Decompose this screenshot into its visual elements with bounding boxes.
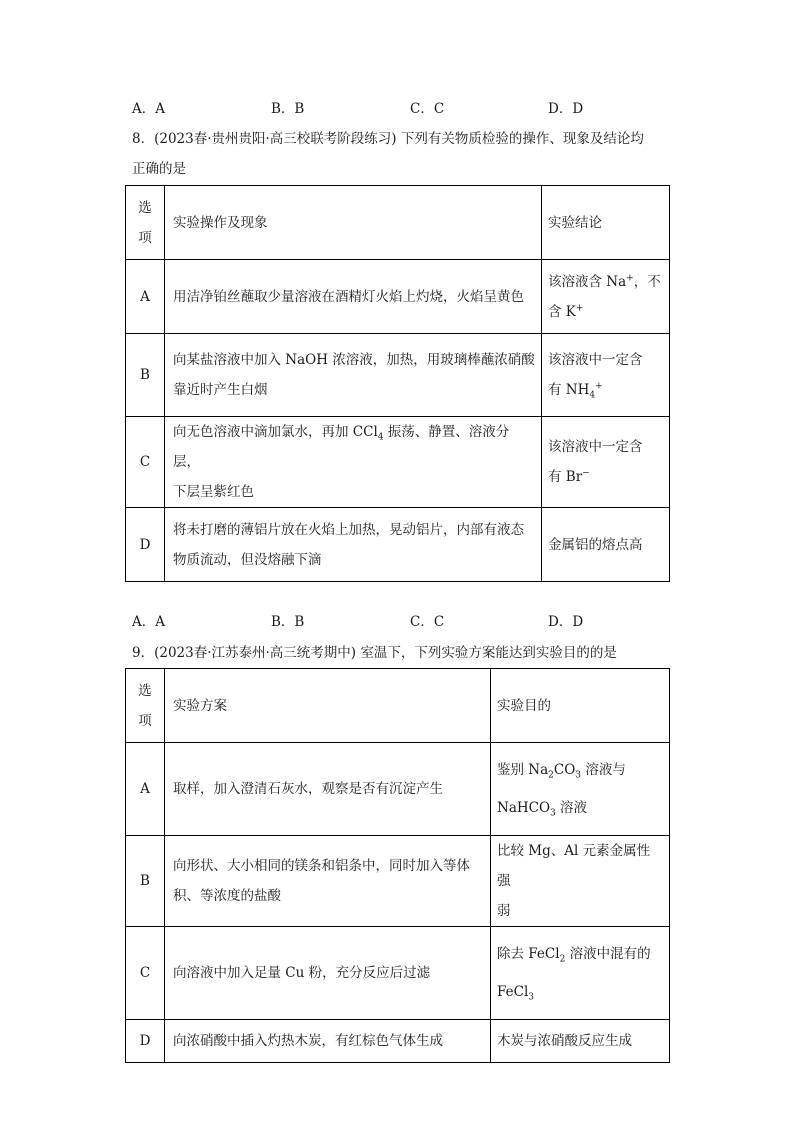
q8-row-c-operation-line1 [173,417,535,477]
q8-row-a-operation-line1: 用洁净铂丝蘸取少量溶液在酒精灯火焰上灼烧，火焰呈黄色 [173,288,524,305]
q9-row-b-goal [491,836,670,927]
q9-row-b-goal-line1: 比较 Mg、Al 元素金属性强 [497,843,651,889]
sub: 3 [528,992,534,1003]
text: 向无色溶液中滴加氯水，再加 CCl [173,424,378,440]
q8-row-d-operation [165,508,542,582]
q9-header-option-char2: 项 [138,712,152,729]
text: FeCl [497,984,529,1000]
text: ，不 [633,273,661,290]
q9-row-a-goal [491,743,670,836]
q8-row-c [126,417,670,508]
q8-stem-line2: 正确的是 [132,161,186,177]
q8-stem-line1: 8．(2023春·贵州贵阳·高三校联考阶段练习) 下列有关物质检验的操作、现象及结论均 [132,131,644,147]
q8-row-a-conclusion [542,260,670,334]
q8-header-option-char2: 项 [138,229,152,246]
q9-row-c-goal-line2 [497,973,663,1011]
q9-row-a-goal-line2 [497,789,663,827]
text: 溶液 [555,800,588,816]
q9-row-d-plan: 向浓硝酸中插入灼热木炭，有红棕色气体生成 [165,1020,491,1063]
q9-row-b-goal-line2: 弱 [497,903,511,919]
text: 除去 FeCl [497,946,560,962]
q9-row-c-goal-line1 [497,935,663,973]
q8-option-a[interactable]: A．A [132,614,165,630]
q9-row-c [126,927,670,1020]
q9-table [125,668,670,1063]
text: 有 Br [548,469,583,485]
q8-header-option [126,186,165,260]
q9-row-a [126,743,670,836]
q9-row-d [126,1020,670,1063]
q9-row-c-plan: 向溶液中加入足量 Cu 粉，充分反应后过滤 [165,927,491,1020]
sup: − [582,468,590,479]
q8-row-d [126,508,670,582]
q9-row-b-plan [165,836,491,927]
q9-row-c-option: C [126,927,165,1020]
q8-row-a-conclusion-line1 [548,267,663,297]
q8-row-a [126,260,670,334]
sub: 4 [377,432,384,443]
q8-options [132,610,692,630]
q9-row-d-option: D [126,1020,165,1063]
q9-row-a-plan: 取样，加入澄清石灰水，观察是否有沉淀产生 [165,743,491,836]
q9-header-plan: 实验方案 [165,669,491,743]
q8-row-b [126,334,670,417]
sup: + [626,273,634,283]
text: NaHCO [497,800,551,816]
text: 含 K [548,303,576,320]
q8-row-d-operation-line2: 物质流动，但没熔融下滴 [173,551,322,568]
q8-row-a-option: A [126,260,165,334]
sub: 3 [575,770,582,781]
q7-option-b[interactable]: B．B [271,101,305,117]
sup: + [575,303,584,313]
q8-row-c-conclusion-line1: 该溶液中一定含 [548,439,643,455]
q8-row-c-conclusion [542,417,670,508]
q8-header-conclusion: 实验结论 [542,186,670,260]
q9-row-b [126,836,670,927]
q7-option-c[interactable]: C．C [410,101,445,117]
q8-row-b-operation-line1: 向某盐溶液中加入 NaOH 浓溶液，加热，用玻璃棒蘸浓硝酸 [173,352,535,368]
q8-option-c[interactable]: C．C [410,614,445,630]
q7-option-a[interactable]: A．A [132,101,165,117]
q8-row-a-conclusion-line2 [548,297,663,327]
text: 该溶液含 Na [548,273,627,290]
q9-row-a-option: A [126,743,165,836]
q9-row-b-plan-line2: 积、等浓度的盐酸 [173,888,281,904]
q8-row-d-option: D [126,508,165,582]
sup: + [595,381,603,392]
q8-row-b-conclusion [542,334,670,417]
q8-row-b-conclusion-line1: 该溶液中一定含 [548,352,643,368]
q8-header-operation: 实验操作及现象 [165,186,542,260]
q8-row-c-operation [165,417,542,508]
q9-header-option [126,669,165,743]
q8-row-d-operation-line1: 将未打磨的薄铝片放在火焰上加热，晃动铝片，内部有液态 [173,521,524,538]
q8-row-c-option: C [126,417,165,508]
q8-option-d[interactable]: D．D [548,614,584,630]
text: 鉴别 Na [497,762,549,778]
q8-table [125,185,670,582]
q8-row-b-conclusion-line2 [548,375,663,405]
q8-row-a-operation [165,260,542,334]
q9-row-b-plan-line1: 向形状、大小相同的镁条和铝条中，同时加入等体 [173,858,470,874]
text: 溶液与 [581,762,626,778]
q9-stem-line1: 9．(2023春·江苏泰州·高三统考期中) 室温下，下列实验方案能达到实验目的的是 [132,645,617,661]
text: CO [553,762,576,778]
q7-option-d[interactable]: D．D [548,101,584,117]
sub: 3 [550,808,556,819]
q8-row-c-conclusion-line2 [548,462,663,492]
text: 有 NH [548,382,590,398]
q9-header-option-char1: 选 [138,682,152,699]
q8-option-b[interactable]: B．B [271,614,305,630]
q9-row-b-option: B [126,836,165,927]
text: 溶液中混有的 [565,946,651,962]
sub: 4 [589,390,596,401]
sub: 2 [548,770,554,781]
q9-row-d-goal: 木炭与浓硝酸反应生成 [491,1020,670,1063]
q9-header-goal: 实验目的 [491,669,670,743]
q9-row-c-goal [491,927,670,1020]
q8-row-b-option: B [126,334,165,417]
q8-header-option-char1: 选 [138,199,152,216]
sub: 2 [559,954,566,965]
text: 振荡、静置、溶液分层， [173,424,510,470]
q9-header-row [126,669,670,743]
q9-row-a-goal-line1 [497,751,663,789]
q8-row-d-conclusion: 金属铝的熔点高 [542,508,670,582]
q8-row-c-operation-line2: 下层呈紫红色 [173,484,254,500]
q8-row-b-operation-line2: 靠近时产生白烟 [173,382,268,398]
q8-header-row [126,186,670,260]
q7-options [132,97,692,117]
q8-row-b-operation [165,334,542,417]
